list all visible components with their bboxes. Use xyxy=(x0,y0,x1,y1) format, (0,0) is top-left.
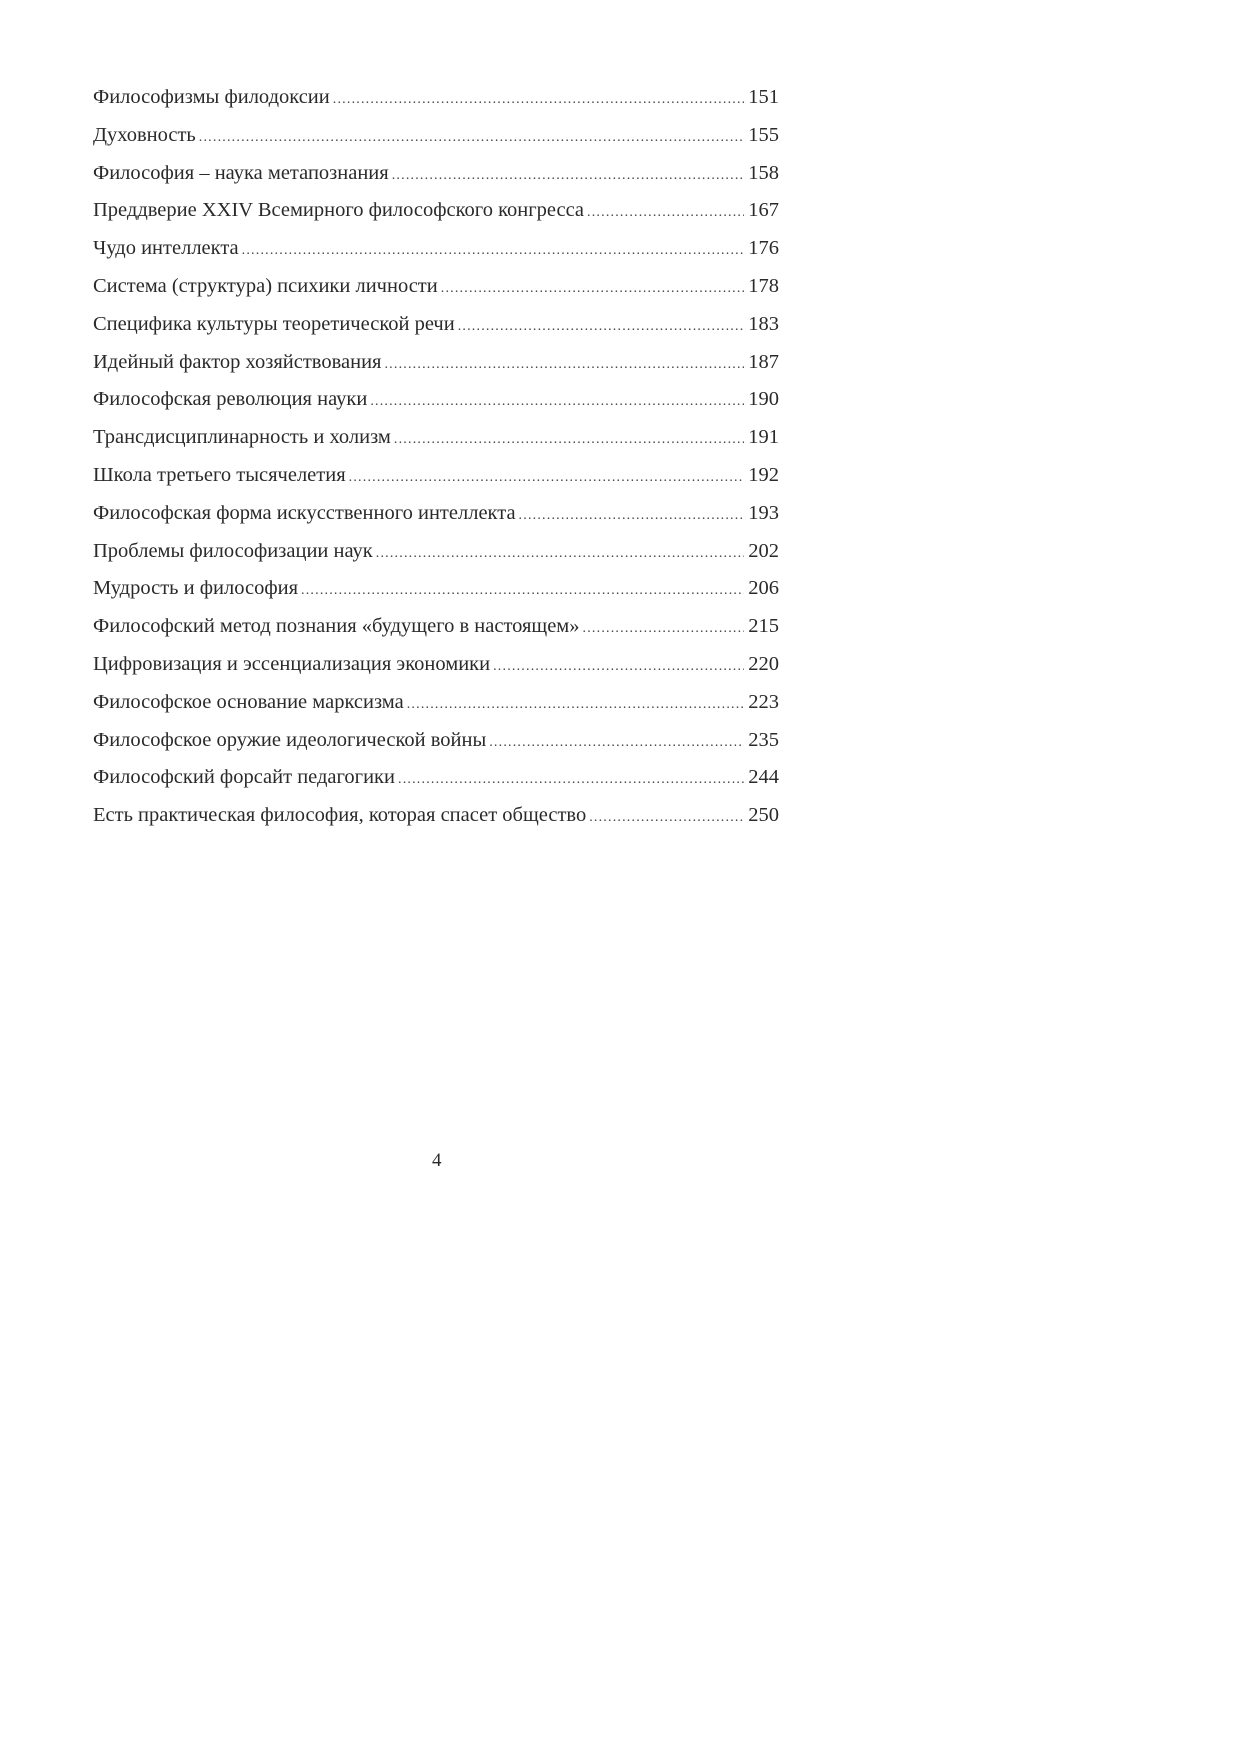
toc-entry-title: Философское оружие идеологической войны xyxy=(93,728,487,751)
table-of-contents xyxy=(93,79,779,835)
toc-entry xyxy=(93,155,779,193)
dot-leader xyxy=(519,497,745,535)
toc-entry-title: Философское основание марксизма xyxy=(93,690,404,713)
toc-entry xyxy=(93,268,779,306)
toc-entry xyxy=(93,495,779,533)
dot-leader xyxy=(242,232,745,270)
toc-entry-page-number: 223 xyxy=(748,690,779,713)
dot-leader xyxy=(349,459,745,497)
toc-entry xyxy=(93,192,779,230)
dot-leader xyxy=(370,383,744,421)
toc-entry xyxy=(93,570,779,608)
toc-entry-page-number: 206 xyxy=(748,577,779,600)
toc-entry-page-number: 183 xyxy=(748,312,779,335)
toc-entry-page-number: 178 xyxy=(748,274,779,297)
dot-leader xyxy=(199,119,744,157)
toc-entry-title: Духовность xyxy=(93,123,196,146)
toc-entry-title: Философская форма искусственного интеллекта xyxy=(93,501,516,524)
dot-leader xyxy=(384,346,744,384)
toc-entry xyxy=(93,306,779,344)
toc-entry xyxy=(93,797,779,835)
toc-entry-title: Философизмы филодоксии xyxy=(93,86,330,108)
toc-entry-title: Специфика культуры теоретической речи xyxy=(93,312,455,335)
toc-entry-title: Идейный фактор хозяйствования xyxy=(93,350,382,373)
toc-entry-page-number: 202 xyxy=(748,539,779,562)
toc-entry-page-number: 235 xyxy=(748,728,779,751)
toc-entry-page-number: 167 xyxy=(748,199,779,222)
toc-entry-title: Цифровизация и эссенциализация экономики xyxy=(93,652,491,675)
toc-entry xyxy=(93,608,779,646)
dot-leader xyxy=(587,194,744,232)
dot-leader xyxy=(398,761,744,799)
dot-leader xyxy=(394,421,744,459)
dot-leader xyxy=(407,686,745,724)
dot-leader xyxy=(583,610,745,648)
toc-entry xyxy=(93,230,779,268)
toc-entry-page-number: 151 xyxy=(748,86,779,108)
toc-entry xyxy=(93,79,779,117)
toc-entry-title: Трансдисциплинарность и холизм xyxy=(93,426,391,449)
toc-entry-title: Философский форсайт педагогики xyxy=(93,766,395,789)
toc-entry-title: Философия – наука метапознания xyxy=(93,161,389,184)
dot-leader xyxy=(301,572,744,610)
toc-entry xyxy=(93,533,779,571)
toc-entry-page-number: 190 xyxy=(748,388,779,411)
toc-entry-page-number: 155 xyxy=(748,123,779,146)
toc-entry-title: Проблемы философизации наук xyxy=(93,539,373,562)
toc-entry-page-number: 193 xyxy=(748,501,779,524)
toc-entry-title: Мудрость и философия xyxy=(93,577,299,600)
toc-entry-title: Система (структура) психики личности xyxy=(93,274,438,297)
toc-entry-title: Школа третьего тысячелетия xyxy=(93,463,346,486)
toc-entry-page-number: 244 xyxy=(748,766,779,789)
toc-entry-page-number: 158 xyxy=(748,161,779,184)
dot-leader xyxy=(493,648,744,686)
toc-entry-title: Есть практическая философия, которая спасет общество xyxy=(93,804,587,827)
dot-leader xyxy=(489,724,744,762)
toc-entry-title: Философская революция науки xyxy=(93,388,368,411)
dot-leader xyxy=(589,799,744,837)
page-number: 4 xyxy=(432,1150,442,1171)
toc-entry xyxy=(93,759,779,797)
toc-entry xyxy=(93,419,779,457)
dot-leader xyxy=(333,81,744,119)
toc-entry xyxy=(93,684,779,722)
dot-leader xyxy=(441,270,745,308)
toc-entry xyxy=(93,646,779,684)
toc-entry-title: Чудо интеллекта xyxy=(93,237,239,260)
toc-entry-title: Преддверие XXIV Всемирного философского конгресса xyxy=(93,199,585,222)
toc-entry xyxy=(93,117,779,155)
toc-entry xyxy=(93,457,779,495)
toc-entry-page-number: 192 xyxy=(748,463,779,486)
toc-entry xyxy=(93,344,779,382)
dot-leader xyxy=(376,535,745,573)
toc-entry xyxy=(93,722,779,760)
toc-entry xyxy=(93,381,779,419)
toc-entry-page-number: 187 xyxy=(748,350,779,373)
toc-entry-page-number: 250 xyxy=(748,804,779,827)
toc-entry-page-number: 215 xyxy=(748,615,779,638)
toc-entry-page-number: 191 xyxy=(748,426,779,449)
dot-leader xyxy=(458,308,745,346)
toc-entry-page-number: 176 xyxy=(748,237,779,260)
toc-entry-title: Философский метод познания «будущего в настоящем» xyxy=(93,615,580,638)
toc-entry-page-number: 220 xyxy=(748,652,779,675)
dot-leader xyxy=(392,157,745,195)
